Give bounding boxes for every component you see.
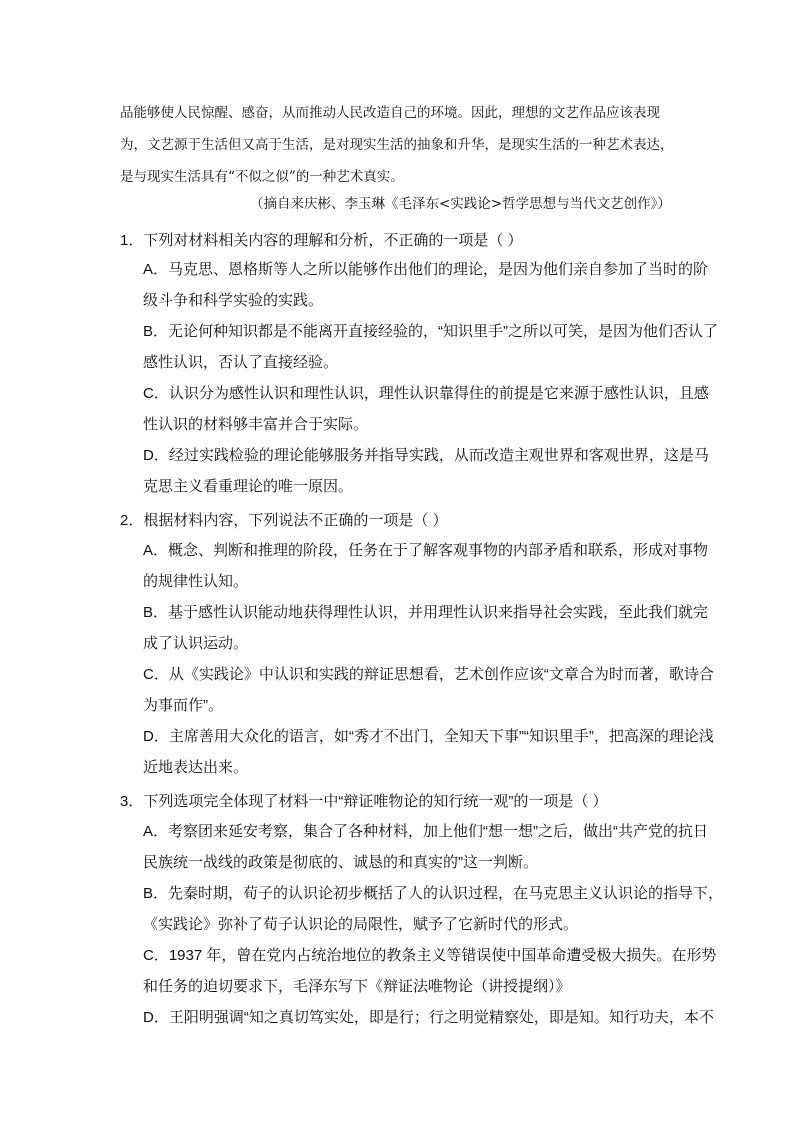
question-3-option-b: B．先秦时期，荀子的认识论初步概括了人的认识过程，在马克思主义认识论的指导下， 《实践论》弥补了荀子认识论的局限性，赋予了它新时代的形式。 bbox=[143, 885, 724, 933]
question-2-option-b: B．基于感性认识能动地获得理性认识，并用理性认识来指导社会实践，至此我们就完 成了认识运动。 bbox=[143, 604, 709, 652]
question-1-option-c: C．认识分为感性认识和理性认识，理性认识靠得住的前提是它来源于感性认识，且感 性认识的材料够丰富并合于实际。 bbox=[143, 385, 709, 433]
question-2-option-a: A．概念、判断和推理的阶段，任务在于了解客观事物的内部矛盾和联系，形成对事物 的规律性认知。 bbox=[143, 542, 709, 590]
passage-line: 是与现实生活具有“不似之似”的一种艺术真实。 bbox=[120, 169, 404, 185]
question-2-option-d: D．主席善用大众化的语言，如“秀才不出门，全知天下事”“知识里手”，把高深的理论浅 近地表达出来。 bbox=[143, 728, 714, 776]
question-1-option-d: D．经过实践检验的理论能够服务并指导实践，从而改造主观世界和客观世界，这是马 克思主义看重理论的唯一原因。 bbox=[143, 447, 709, 495]
question-3-option-c: C．1937 年，曾在党内占统治地位的教条主义等错误使中国革命遭受极大损失。在形势 和任务的迫切要求下，毛泽东写下《辩证法唯物论（讲授提纲）》 bbox=[143, 947, 717, 995]
question-3-option-a: A．考察团来延安考察，集合了各种材料，加上他们“想一想”之后，做出“共产党的抗日 民族统一战线的政策是彻底的、诚恳的和真实的”这一判断。 bbox=[143, 823, 708, 871]
question-1-stem: 1．下列对材料相关内容的理解和分析，不正确的一项是（ ） bbox=[120, 232, 523, 249]
question-1-option-b: B．无论何种知识都是不能离开直接经验的，“知识里手”之所以可笑，是因为他们否认了 感性认识，否认了直接经验。 bbox=[143, 323, 718, 371]
passage-text bbox=[120, 97, 680, 193]
question-1-option-a: A．马克思、恩格斯等人之所以能够作出他们的理论，是因为他们亲自参加了当时的阶 级斗争和科学实验的实践。 bbox=[143, 261, 709, 309]
question-3-option-d: D．王阳明强调“知之真切笃实处，即是行；行之明觉精察处，即是知。知行功夫，本不 bbox=[143, 1009, 714, 1026]
passage-line: 品能够使人民惊醒、感奋，从而推动人民改造自己的环境。因此，理想的文艺作品应该表现 bbox=[120, 105, 660, 121]
source-citation: （摘自来庆彬、李玉琳《毛泽东<实践论>哲学思想与当代文艺创作》） bbox=[250, 196, 671, 212]
question-2-option-c: C．从《实践论》中认识和实践的辩证思想看，艺术创作应该“文章合为时而著，歌诗合 为事而作”。 bbox=[143, 666, 714, 714]
question-2-stem: 2．根据材料内容，下列说法不正确的一项是（ ） bbox=[120, 512, 448, 529]
passage-line: 为，文艺源于生活但又高于生活，是对现实生活的抽象和升华，是现实生活的一种艺术表达， bbox=[120, 137, 674, 153]
question-3-stem: 3．下列选项完全体现了材料一中“辩证唯物论的知行统一观”的一项是（ ） bbox=[120, 793, 608, 810]
